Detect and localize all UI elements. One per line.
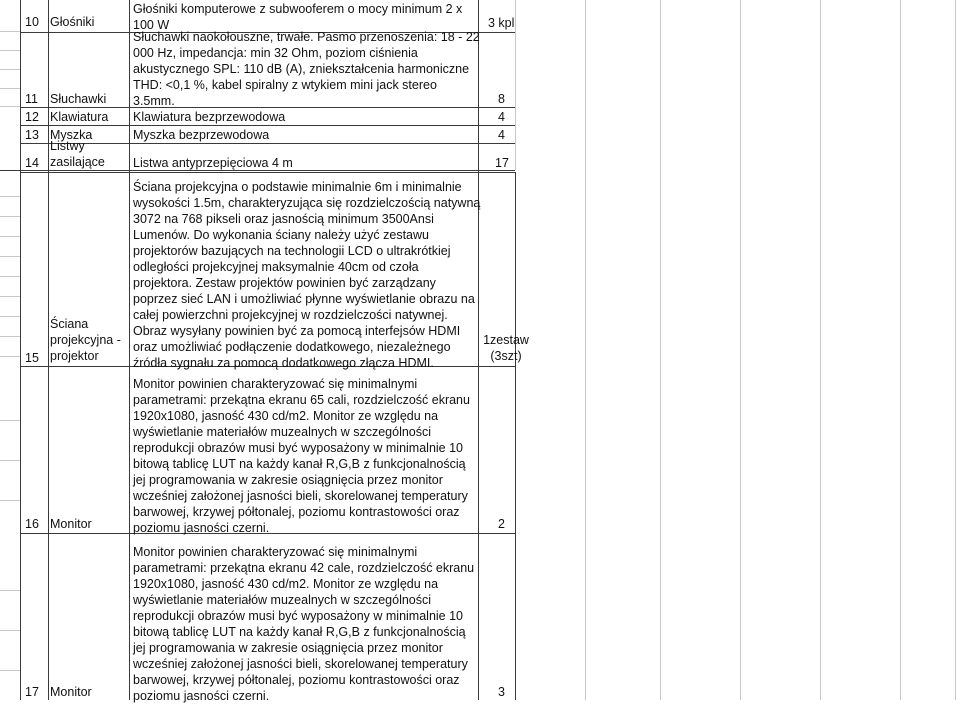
item-name: Klawiatura [50, 110, 109, 124]
grid-line [0, 256, 20, 257]
grid-line [515, 0, 516, 170]
item-quantity: 4 [498, 128, 505, 142]
column-border [515, 172, 516, 700]
column-border [20, 0, 21, 700]
column-border [48, 0, 49, 700]
column-border [129, 0, 130, 700]
item-name: Słuchawki [50, 92, 107, 106]
grid-line [0, 296, 20, 297]
grid-line [955, 0, 956, 700]
grid-line [900, 0, 901, 700]
grid-line [0, 316, 20, 317]
item-quantity: 3 [498, 685, 505, 699]
row-number: 14 [25, 156, 39, 170]
item-name: Monitor [50, 517, 92, 531]
grid-line [740, 0, 741, 700]
item-description: Myszka bezprzewodowa [133, 128, 270, 142]
grid-line [0, 236, 20, 237]
item-description: Listwa antyprzepięciowa 4 m [133, 156, 293, 170]
grid-line [0, 336, 20, 337]
row-border [20, 172, 515, 173]
grid-line [0, 630, 20, 631]
grid-line [0, 420, 20, 421]
row-number: 12 [25, 110, 39, 124]
grid-line [0, 216, 20, 217]
row-number: 13 [25, 128, 39, 142]
item-description: Głośniki komputerowe z subwooferem o mocy minimum 2 x 100 W [133, 2, 463, 32]
row-number: 11 [25, 92, 38, 106]
item-quantity: 17 [495, 156, 509, 170]
row-number: 16 [25, 517, 39, 531]
item-name: Myszka [50, 128, 93, 142]
row-number: 17 [25, 685, 39, 699]
grid-line [0, 356, 20, 357]
item-name: Monitor [50, 685, 92, 699]
grid-line [0, 670, 20, 671]
grid-line [0, 460, 20, 461]
item-name: Listwy zasilające [50, 139, 105, 169]
grid-line [585, 0, 586, 700]
item-description: Monitor powinien charakteryzować się minimalnymi parametrami: przekątna ekranu 42 cale, rozdzielczość ekranu 1920x1080, jasność 430 cd/m2. Monitor ze względu na wyświetlanie materiałów muzealnych w szczególności reprodukcji obrazów musi być wyposażony w minimalnie 10 bitową tablicę LUT na każdy kanał R,G,B z funkcjonalnością jej programowania w zakresie osiągnięcia przez monitor wcześniej założonej jasności bieli, skorelowanej temperatury barwowej, krzywej półtonalej, poziomu kontrastowości oraz poziomu jasności czerni. [133, 545, 475, 703]
item-description: Słuchawki naokołouszne, trwałe. Pasmo przenoszenia: 18 - 22 000 Hz, impedancja: min 32 Ohm, poziom ciśnienia akustycznego SPL: 110 dB (A), zniekształcenia harmoniczne THD: <0,1 %, kabel spiralny z wtykiem mini jack stereo 3.5mm. [133, 30, 480, 108]
grid-line [0, 69, 20, 70]
grid-line [660, 0, 661, 700]
item-quantity: 2 [498, 517, 505, 531]
item-name: Głośniki [50, 15, 95, 29]
item-description: Klawiatura bezprzewodowa [133, 110, 286, 124]
row-number: 15 [25, 351, 39, 365]
item-quantity: 1zestaw (3szt) [483, 333, 529, 363]
item-description: Monitor powinien charakteryzować się minimalnymi parametrami: przekątna ekranu 65 cali, rozdzielczość ekranu 1920x1080, jasność 430 cd/m2. Monitor ze względu na wyświetlanie materiałów muzealnych w szczególności reprodukcji obrazów musi być wyposażony w minimalnie 10 bitową tablicę LUT na każdy kanał R,G,B z funkcjonalnością jej programowania w zakresie osiągnięcia przez monitor wcześniej założonej jasności bieli, skorelowanej temperatury barwowej, krzywej półtonalej, poziomu kontrastowości oraz poziomu jasności czerni. [133, 377, 470, 535]
row-number: 10 [25, 15, 39, 29]
grid-line [0, 31, 20, 32]
grid-line [0, 88, 20, 89]
grid-line [0, 590, 20, 591]
grid-line [820, 0, 821, 700]
grid-line [0, 106, 20, 107]
row-border [20, 125, 515, 126]
row-border [0, 170, 20, 171]
item-name: Ściana projekcyjna - projektor [50, 317, 121, 363]
grid-line [0, 196, 20, 197]
item-description: Ściana projekcyjna o podstawie minimalnie 6m i minimalnie wysokości 1.5m, charakteryzująca się rozdzielczością natywną 3072 na 768 pikseli oraz jasnością minimum 3500Ansi Lumenów. Do wykonania ściany należy użyć zestawu projektorów bazujących na technologii LCD o ultrakrótkiej odległości projekcyjnej maksymalnie 40cm od czoła projektora. Zestaw projektów powinien być zarządzany poprzez sieć LAN i umożliwiać płynne wyświetlanie obrazu na całej powierzchni projekcyjnej w rozdzielczości natywnej. Obraz wysyłany powinien być za pomocą interfejsów HDMI oraz umożliwiać podłączenie dodatkowego, niezależnego źródła sygnału za pomocą dodatkowego złącza HDMI. [133, 180, 481, 370]
item-quantity: 4 [498, 110, 505, 124]
grid-line [0, 276, 20, 277]
item-quantity: 3 kpl [488, 16, 515, 30]
grid-line [0, 500, 20, 501]
grid-line [0, 50, 20, 51]
item-quantity: 8 [498, 92, 505, 106]
